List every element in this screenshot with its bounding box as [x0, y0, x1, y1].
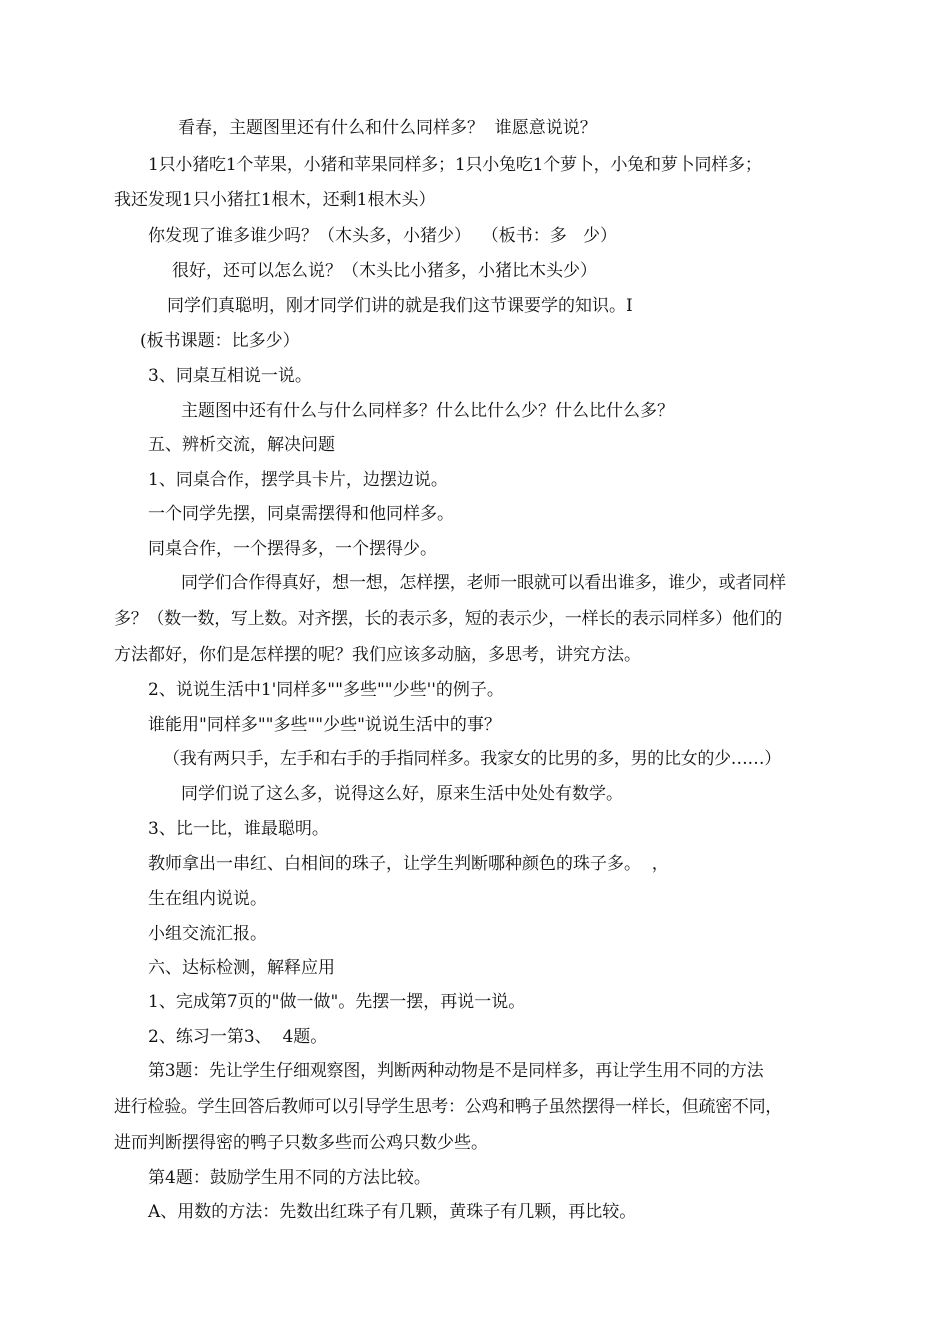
- text-line: （我有两只手，左手和右手的手指同样多。我家女的比男的多，男的比女的少……）: [163, 749, 781, 769]
- text-line: A、用数的方法：先数出红珠子有几颗，黄珠子有几颗，再比较。: [148, 1202, 637, 1222]
- text-line: 看春，主题图里还有什么和什么同样多？ 谁愿意说说？: [178, 118, 597, 138]
- text-line: 1、同桌合作，摆学具卡片，边摆边说。: [148, 470, 448, 490]
- text-line: 1只小猪吃1个苹果，小猪和苹果同样多；1只小兔吃1个萝卜，小兔和萝卜同样多；: [148, 155, 762, 175]
- text-line: 主题图中还有什么与什么同样多？什么比什么少？什么比什么多？: [181, 401, 674, 421]
- text-line: 同学们真聪明，刚才同学们讲的就是我们这节课要学的知识。I: [167, 296, 633, 316]
- text-line: 2、练习一第3、 4题。: [148, 1027, 328, 1047]
- text-line: 教师拿出一串红、白相间的珠子，让学生判断哪种颜色的珠子多。 ，: [148, 854, 669, 874]
- text-line: 2、说说生活中1'同样多""多些""少些''的例子。: [148, 680, 504, 700]
- text-line: 同桌合作，一个摆得多，一个摆得少。: [148, 539, 437, 559]
- text-line: 一个同学先摆，同桌需摆得和他同样多。: [148, 504, 454, 524]
- text-line: 第3题：先让学生仔细观察图，判断两种动物是不是同样多，再让学生用不同的方法: [148, 1061, 764, 1081]
- text-line: 3、比一比，谁最聪明。: [148, 819, 329, 839]
- text-line: 方法都好，你们是怎样摆的呢？我们应该多动脑，多思考，讲究方法。: [114, 645, 641, 665]
- text-line: 同学们说了这么多，说得这么好，原来生活中处处有数学。: [181, 784, 623, 804]
- text-line: (板书课题：比多少）: [140, 331, 300, 351]
- text-line: 很好，还可以怎么说？（木头比小猪多，小猪比木头少）: [172, 261, 597, 281]
- text-line: 我还发现1只小猪扛1根木，还剩1根木头）: [114, 190, 436, 210]
- text-line: 小组交流汇报。: [148, 924, 267, 944]
- text-line: 3、同桌互相说一说。: [148, 366, 312, 386]
- text-line: 第4题：鼓励学生用不同的方法比较。: [148, 1168, 431, 1188]
- section-heading: 六、达标检测，解释应用: [148, 958, 335, 978]
- section-heading: 五、辨析交流，解决问题: [148, 435, 335, 455]
- text-line: 同学们合作得真好，想一想，怎样摆，老师一眼就可以看出谁多，谁少，或者同样: [181, 573, 786, 593]
- text-line: 进行检验。学生回答后教师可以引导学生思考：公鸡和鸭子虽然摆得一样长，但疏密不同，: [114, 1097, 782, 1117]
- text-line: 你发现了谁多谁少吗？（木头多，小猪少） （板书：多 少）: [148, 226, 618, 246]
- text-line: 进而判断摆得密的鸭子只数多些而公鸡只数少些。: [114, 1133, 488, 1153]
- text-line: 生在组内说说。: [148, 889, 267, 909]
- text-line: 谁能用"同样多""多些""少些"说说生活中的事？: [148, 715, 501, 735]
- text-line: 1、完成第7页的"做一做"。先摆一摆，再说一说。: [148, 992, 526, 1012]
- text-line: 多？（数一数，写上数。对齐摆，长的表示多，短的表示少，一样长的表示同样多）他们的: [114, 609, 782, 629]
